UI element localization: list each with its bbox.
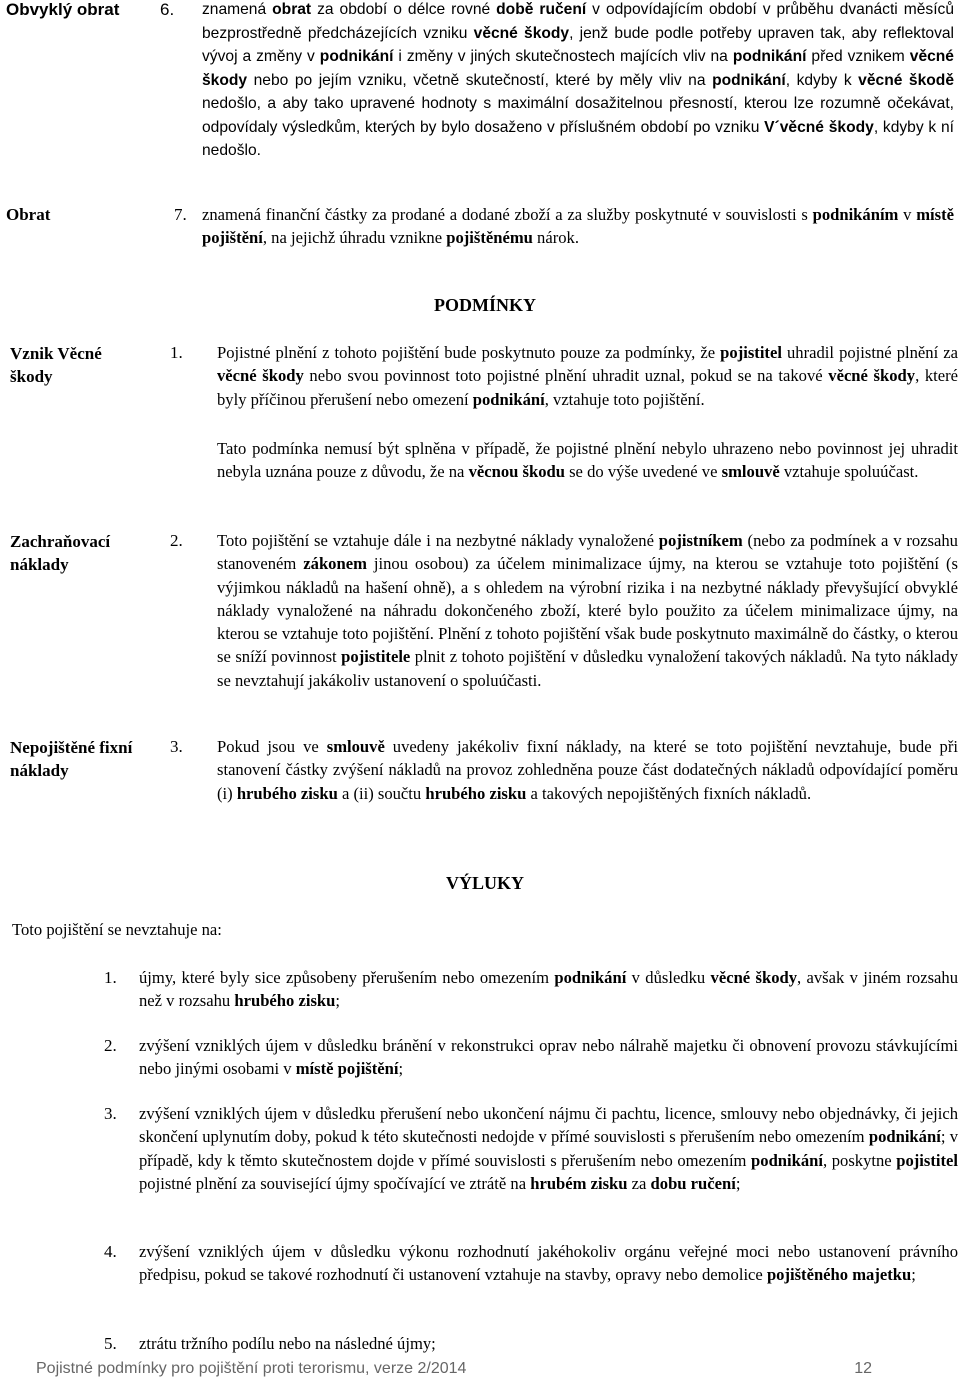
- defined-term: smlouvě: [326, 737, 385, 756]
- definition-text: [202, 0, 954, 163]
- text-run: ; v případě, kdy k těmto skutečnostem dojde v přímé souvislosti s přerušením nebo omezením: [139, 1127, 958, 1170]
- condition-text: [217, 341, 958, 411]
- condition-number: 3.: [170, 737, 183, 756]
- definition-number: 6.: [160, 0, 175, 19]
- defined-term: pojistníkem: [658, 531, 743, 550]
- text-run: (nebo za podmínek a v rozsahu stanoveném: [217, 531, 958, 574]
- defined-term: věcné škody: [828, 366, 916, 386]
- defined-term: pojištěnému: [446, 228, 533, 248]
- condition-number: 1.: [170, 343, 183, 362]
- defined-term: hrubého zisku: [236, 783, 338, 803]
- text-run: znamená finanční částky za prodané a dodané zboží a za služby poskytnuté v souvislosti s: [202, 205, 813, 224]
- defined-term: hrubého zisku: [234, 991, 336, 1011]
- text-run: uhradil pojistné plnění za: [781, 343, 958, 362]
- exclusion-text: [139, 966, 958, 1013]
- section-heading-conditions: PODMÍNKY: [434, 295, 536, 315]
- text-run: se do výše uvedené ve: [564, 462, 722, 482]
- text-run: Pojistné plnění z tohoto pojištění bude poskytnuto pouze za podmínky, že: [217, 343, 721, 362]
- defined-term: věcné škodě: [858, 71, 954, 89]
- text-run: uvedeny jakékoliv fixní náklady, na které se toto pojištění nevztahuje, bude při stanovení částky zvýšení nákladů na provoz zohledněna pouze část dodatečných nákladů odpovídající poměru (i): [217, 737, 958, 803]
- text-run: , kdyby k: [785, 71, 859, 89]
- text-run: ;: [335, 991, 340, 1011]
- defined-term: smlouvě: [721, 462, 780, 482]
- text-run: pojistné plnění za související újmy spočívající ve ztrátě na: [139, 1173, 531, 1193]
- text-run: nebo po jejím vzniku, včetně skutečností, které by měly vliv na: [247, 71, 713, 89]
- definition-text: [202, 203, 954, 250]
- defined-term: V´věcné škody: [764, 118, 874, 136]
- defined-term: obrat: [272, 1, 312, 18]
- defined-term: pojistitel: [720, 343, 782, 362]
- page-number: 12: [854, 1360, 872, 1377]
- defined-term: věcné škody: [473, 24, 570, 42]
- condition-label: Zachraňovací náklady: [10, 532, 111, 574]
- footer-title: Pojistné podmínky pro pojištění proti terorismu, verze 2/2014: [36, 1360, 467, 1377]
- defined-term: dobu ručení: [650, 1173, 736, 1193]
- defined-term: věcné škody: [217, 366, 304, 386]
- text-run: v: [898, 205, 917, 224]
- exclusion-text: [139, 1102, 958, 1195]
- exclusion-text: [139, 1240, 958, 1287]
- text-run: ;: [911, 1265, 916, 1285]
- defined-term: podnikání: [712, 71, 786, 89]
- exclusion-text: [139, 1034, 958, 1081]
- defined-term: pojištěného majetku: [766, 1265, 912, 1285]
- text-run: , které byly příčinou přerušení nebo omezení: [217, 366, 959, 409]
- defined-term: místě pojištění: [202, 205, 954, 248]
- text-run: , vztahuje toto pojištění.: [544, 389, 705, 409]
- text-run: ;: [735, 1173, 741, 1193]
- condition-label: Nepojištěné fixní náklady: [10, 738, 133, 780]
- text-run: nárok.: [532, 228, 579, 248]
- defined-term: podnikání: [868, 1127, 941, 1147]
- condition-text: [217, 735, 958, 805]
- condition-label: Vznik Věcné škody: [10, 344, 102, 386]
- defined-term: věcnou škodu: [468, 462, 565, 482]
- text-run: jinou osobou) za účelem minimalizace újmy, na kterou se vztahuje toto pojištění (s výjimkou nákladů na hašení ohně), a s ohledem na výrobní rizika i na nezbytné náklady převyšující obvyklé náklady vynaložené na náhradu dokončeného zboží, které bylo použito za účelem minimalizace újmy, na kterou se vztahuje toto pojištění. Plnění z tohoto pojištění však bude poskytnuto maximálně do částky, o kterou se sníží povinnost: [217, 554, 958, 667]
- text-run: vztahuje spoluúčast.: [779, 462, 919, 482]
- condition-text: [217, 437, 958, 484]
- exclusion-number: 1.: [104, 968, 117, 987]
- text-run: zvýšení vzniklých újem v důsledku bránění v rekonstrukci oprav nebo nálrahě majetku či obnovení provozu stávkujícími nebo jinými osobami v: [139, 1036, 958, 1079]
- definition-number: 7.: [174, 205, 187, 224]
- defined-term: zákonem: [303, 554, 367, 574]
- definition-term: Obrat: [6, 205, 51, 224]
- defined-term: věcné škody: [710, 968, 798, 987]
- defined-term: podnikáním: [812, 205, 899, 224]
- text-run: před vznikem: [806, 48, 910, 65]
- definition-term: Obvyklý obrat: [6, 0, 120, 19]
- text-run: , poskytne: [823, 1150, 897, 1170]
- defined-term: podnikání: [732, 48, 807, 65]
- defined-term: době ručení: [496, 1, 587, 18]
- text-run: znamená: [202, 1, 273, 18]
- text-run: plnit z tohoto pojištění v důsledku vynaložení takových nákladů. Na tyto náklady se nevztahují jakákoliv ustanovení o spoluúčasti.: [217, 647, 958, 690]
- text-run: ztrátu tržního podílu nebo na následné újmy;: [139, 1334, 436, 1353]
- exclusion-text: [139, 1332, 958, 1355]
- text-run: i změny v jiných skutečnostech majících vliv na: [393, 48, 733, 65]
- defined-term: pojistitel: [896, 1150, 958, 1170]
- defined-term: hrubém zisku: [530, 1173, 628, 1193]
- condition-text: [217, 529, 958, 692]
- text-run: v důsledku: [626, 968, 711, 987]
- text-run: a takových nepojištěných fixních nákladů.: [526, 783, 812, 803]
- text-run: zvýšení vzniklých újem v důsledku výkonu rozhodnutí jakéhokoliv orgánu veřejné moci nebo ustanovení právního předpisu, pokud se takové rozhodnutí či ustanovení vztahuje na stavby, opravy nebo demolice: [139, 1242, 958, 1285]
- text-run: za: [627, 1173, 651, 1193]
- defined-term: věcné škody: [202, 48, 954, 89]
- text-run: , kdyby k ní nedošlo.: [202, 118, 954, 159]
- defined-term: podnikání: [319, 48, 394, 65]
- text-run: , jenž bude podle potřeby upraven tak, aby reflektoval vývoj a změny v: [202, 24, 955, 65]
- defined-term: pojistitele: [341, 647, 411, 667]
- exclusions-intro: Toto pojištění se nevztahuje na:: [12, 920, 222, 939]
- text-run: nebo svou povinnost toto pojistné plnění uhradit uznal, pokud se na takové: [303, 366, 829, 386]
- defined-term: podnikání: [751, 1150, 824, 1170]
- text-run: za období o délce rovné: [311, 1, 497, 18]
- text-run: ;: [398, 1059, 404, 1079]
- text-run: , avšak v jiném rozsahu než v rozsahu: [139, 968, 958, 1011]
- condition-number: 2.: [170, 531, 183, 550]
- defined-term: podnikání: [554, 968, 627, 987]
- defined-term: místě pojištění: [295, 1059, 399, 1079]
- text-run: Toto pojištění se vztahuje dále i na nezbytné náklady vynaložené: [217, 531, 659, 550]
- exclusion-number: 4.: [104, 1242, 117, 1261]
- text-run: a (ii) součtu: [337, 783, 426, 803]
- text-run: zvýšení vzniklých újem v důsledku přerušení nebo ukončení nájmu či pachtu, licence, smlouvy nebo objednávky, či jejich skončení uplynutím doby, pokud k této skutečnosti nedojde v přímé souvislosti s přerušením nebo omezením: [139, 1104, 958, 1147]
- text-run: Pokud jsou ve: [217, 737, 327, 756]
- exclusion-number: 5.: [104, 1334, 117, 1353]
- section-heading-exclusions: VÝLUKY: [445, 873, 524, 893]
- exclusion-number: 3.: [104, 1104, 117, 1123]
- text-run: újmy, které byly sice způsobeny přerušením nebo omezením: [139, 968, 555, 987]
- page-footer: [36, 1360, 872, 1378]
- text-run: , na jejichž úhradu vznikne: [262, 228, 447, 248]
- exclusion-number: 2.: [104, 1036, 117, 1055]
- defined-term: podnikání: [472, 389, 545, 409]
- defined-term: hrubého zisku: [425, 783, 527, 803]
- text-run: nedošlo, a aby tako upravené hodnoty s maximální dosažitelnou přesností, kterou lze rozumně očekávat, odpovídaly výsledkům, kterých by bylo dosaženo v příslušném období po vzniku: [202, 95, 954, 136]
- text-run: Tato podmínka nemusí být splněna v případě, že pojistné plnění nebylo uhrazeno nebo povinnost jej uhradit nebyla uznána pouze z důvodu, že na: [217, 439, 958, 482]
- text-run: v odpovídajícím období v průběhu dvanácti měsíců bezprostředně předcházejících vzniku: [202, 1, 955, 42]
